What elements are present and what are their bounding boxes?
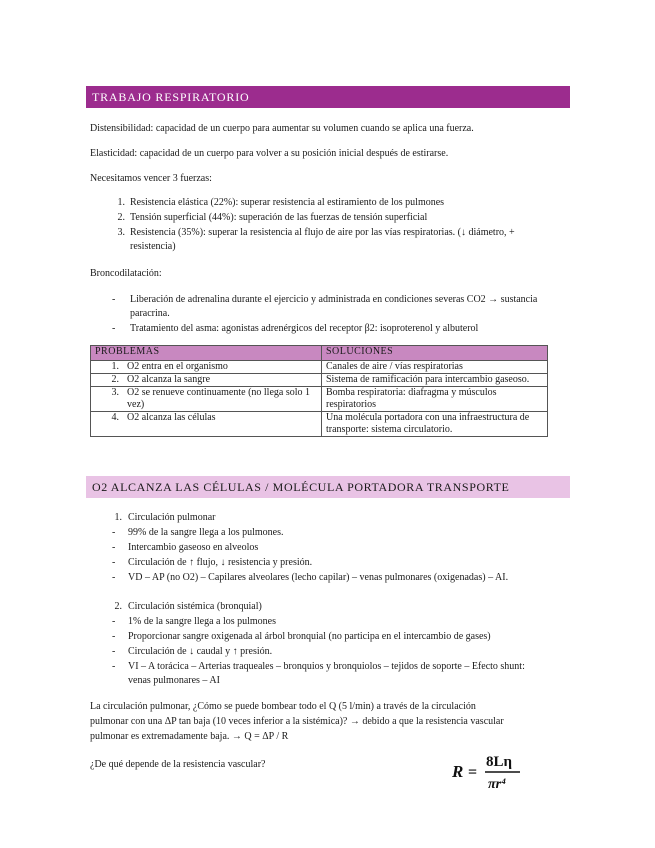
list-heading: Circulación sistémica (bronquial) [128,601,262,612]
bronchodilation-title: Broncodilatación: [90,268,162,279]
problem-cell: O2 alcanza la sangre [123,374,322,387]
table-header-row [91,346,548,361]
list-item-continuation: resistencia) [130,241,176,252]
row-number: 3. [91,387,124,412]
row-number: 1. [91,361,124,374]
bullet-marker: - [112,557,116,568]
list-item-continuation: venas pulmonares – AI [128,675,220,686]
list-number: 2. [117,212,125,223]
list-item: Circulación de ↑ flujo, ↓ resistencia y presión. [128,557,313,568]
definition-elasticidad: Elasticidad: capacidad de un cuerpo para volver a su posición inicial después de estirarse. [90,148,449,159]
list-item: Tensión superficial (44%): superación de las fuerzas de tensión superficial [130,212,428,223]
forces-intro: Necesitamos vencer 3 fuerzas: [90,173,212,184]
table-row [91,387,548,412]
definition-distensibilidad: Distensibilidad: capacidad de un cuerpo para aumentar su volumen cuando se aplica una fuerza. [90,123,474,134]
solution-cell: Canales de aire / vías respiratorias [322,361,548,374]
list-item: VD – AP (no O2) – Capilares alveolares (lecho capilar) – venas pulmonares (oxigenadas) – AI. [128,572,509,583]
table-header-solutions: SOLUCIONES [322,346,548,361]
bullet-marker: - [112,661,116,672]
bullet-marker: - [112,631,116,642]
paragraph-line: pulmonar es extremadamente baja. → Q = ΔP / R [90,731,289,742]
list-item: Proporcionar sangre oxigenada al árbol bronquial (no participa en el intercambio de gases) [128,631,491,642]
table-header-problems: PROBLEMAS [91,346,322,361]
solution-cell: Una molécula portadora con una infraestructura de transporte: sistema circulatorio. [322,412,548,437]
formula-denominator: πr⁴ [488,777,506,792]
problem-cell: O2 se renueve continuamente (no llega solo 1 vez) [123,387,322,412]
list-heading: Circulación pulmonar [128,512,216,523]
list-item: Resistencia elástica (22%): superar resistencia al estiramiento de los pulmones [130,197,445,208]
solution-cell: Bomba respiratoria: diafragma y músculos respiratorios [322,387,548,412]
list-item: Tratamiento del asma: agonistas adrenérgicos del receptor β2: isoproterenol y albuterol [130,323,479,334]
row-number: 4. [91,412,124,437]
list-item: Intercambio gaseoso en alveolos [128,542,259,553]
formula-numerator: 8Lη [486,754,513,770]
row-number: 2. [91,374,124,387]
problem-cell: O2 entra en el organismo [123,361,322,374]
paragraph-line: La circulación pulmonar, ¿Cómo se puede bombear todo el Q (5 l/min) a través de la circulación [90,701,476,712]
list-item: Resistencia (35%): superar la resistencia al flujo de aire por las vías respiratorias. (↓ diámetro, + [130,227,515,238]
list-number: 1. [114,512,122,523]
list-item: Circulación de ↓ caudal y ↑ presión. [128,646,273,657]
bullet-marker: - [112,527,116,538]
formula-lhs: R [452,762,464,781]
list-number: 2. [114,601,122,612]
table-row [91,412,548,437]
formula-equals: = [468,764,478,781]
resistance-formula [452,752,522,792]
solution-cell: Sistema de ramificación para intercambio gaseoso. [322,374,548,387]
paragraph-line: pulmonar con una ΔP tan baja (10 veces inferior a la sistémica)? → debido a que la resistencia vascular [90,716,504,727]
vascular-resistance-question: ¿De qué depende de la resistencia vascular? [90,759,266,770]
list-item: VI – A torácica – Arterias traqueales – bronquios y bronquiolos – tejidos de soporte – Efecto shunt: [128,661,525,672]
list-number: 3. [117,227,125,238]
list-number: 1. [117,197,125,208]
bullet-marker: - [112,646,116,657]
bullet-marker: - [112,294,116,305]
problems-solutions-table [90,345,548,437]
bullet-marker: - [112,323,116,334]
table-row [91,374,548,387]
section-heading-o2-transporte: O2 ALCANZA LAS CÉLULAS / MOLÉCULA PORTADORA TRANSPORTE [86,476,570,498]
problem-cell: O2 alcanza las células [123,412,322,437]
list-item-continuation: paracrina. [130,308,170,319]
list-item: 99% de la sangre llega a los pulmones. [128,527,284,538]
list-item: Liberación de adrenalina durante el ejercicio y administrada en condiciones severas CO2 → sustancia [130,294,538,305]
list-item: 1% de la sangre llega a los pulmones [128,616,277,627]
section-heading-trabajo-respiratorio: TRABAJO RESPIRATORIO [86,86,570,108]
bullet-marker: - [112,572,116,583]
table-row [91,361,548,374]
bullet-marker: - [112,542,116,553]
bullet-marker: - [112,616,116,627]
